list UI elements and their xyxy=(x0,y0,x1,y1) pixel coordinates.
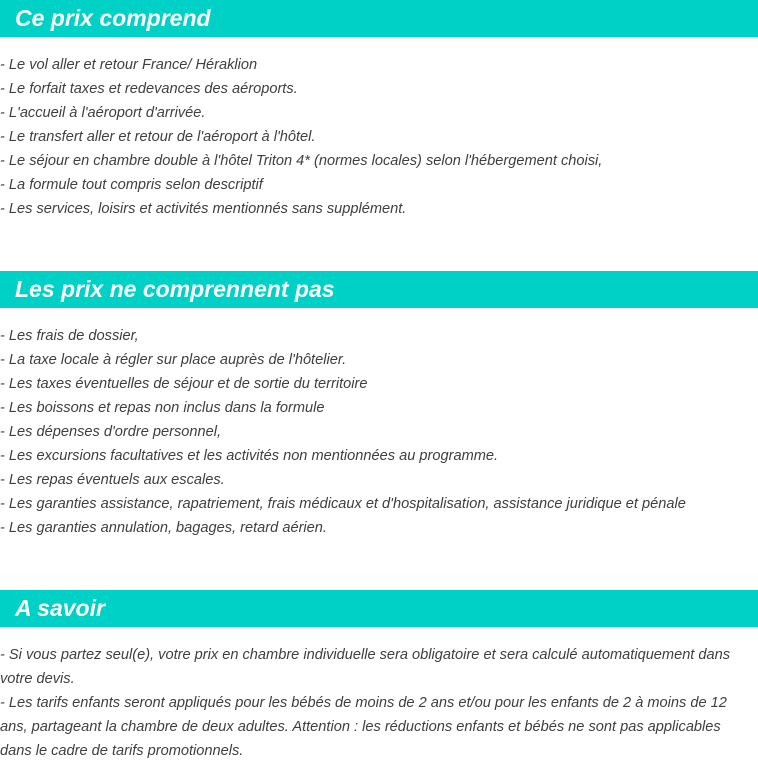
list-item: - Les dépenses d'ordre personnel, xyxy=(0,424,222,440)
list-item: - Les frais de dossier, xyxy=(0,328,139,344)
list-item: - Les boissons et repas non inclus dans la formule xyxy=(0,400,325,416)
list-item: - La formule tout compris selon descriptif xyxy=(0,177,263,193)
included-title: Ce prix comprend xyxy=(0,0,758,37)
included-section xyxy=(0,0,758,221)
list-item: - Le séjour en chambre double à l'hôtel Triton 4* (normes locales) selon l'hébergement choisi, xyxy=(0,153,603,169)
list-item: - La taxe locale à régler sur place auprès de l'hôtelier. xyxy=(0,352,347,368)
included-list xyxy=(0,53,758,221)
notes-body xyxy=(0,643,758,763)
notes-section xyxy=(0,590,758,763)
list-item: - L'accueil à l'aéroport d'arrivée. xyxy=(0,105,206,121)
excluded-section xyxy=(0,271,758,540)
notes-paragraph: - Les tarifs enfants seront appliqués pour les bébés de moins de 2 ans et/ou pour les enfants de 2 à moins de 12 ans, partageant la chambre de deux adultes. Attention : les réductions enfants et bébés ne sont pas applicables dans le cadre de tarifs promotionnels. xyxy=(0,695,727,759)
list-item: - Les repas éventuels aux escales. xyxy=(0,472,225,488)
list-item: - Les garanties assistance, rapatriement, frais médicaux et d'hospitalisation, assistance juridique et pénale xyxy=(0,496,686,512)
list-item: - Les services, loisirs et activités mentionnés sans supplément. xyxy=(0,201,407,217)
list-item: - Le transfert aller et retour de l'aéroport à l'hôtel. xyxy=(0,129,316,145)
list-item: - Les excursions facultatives et les activités non mentionnées au programme. xyxy=(0,448,499,464)
excluded-title: Les prix ne comprennent pas xyxy=(0,271,758,308)
list-item: - Le vol aller et retour France/ Héraklion xyxy=(0,57,258,73)
list-item: - Les taxes éventuelles de séjour et de sortie du territoire xyxy=(0,376,368,392)
list-item: - Le forfait taxes et redevances des aéroports. xyxy=(0,81,298,97)
notes-paragraph: - Si vous partez seul(e), votre prix en chambre individuelle sera obligatoire et sera calculé automatiquement dans votre devis. xyxy=(0,647,731,687)
notes-title: A savoir xyxy=(0,590,758,627)
list-item: - Les garanties annulation, bagages, retard aérien. xyxy=(0,520,327,536)
excluded-list xyxy=(0,324,758,540)
